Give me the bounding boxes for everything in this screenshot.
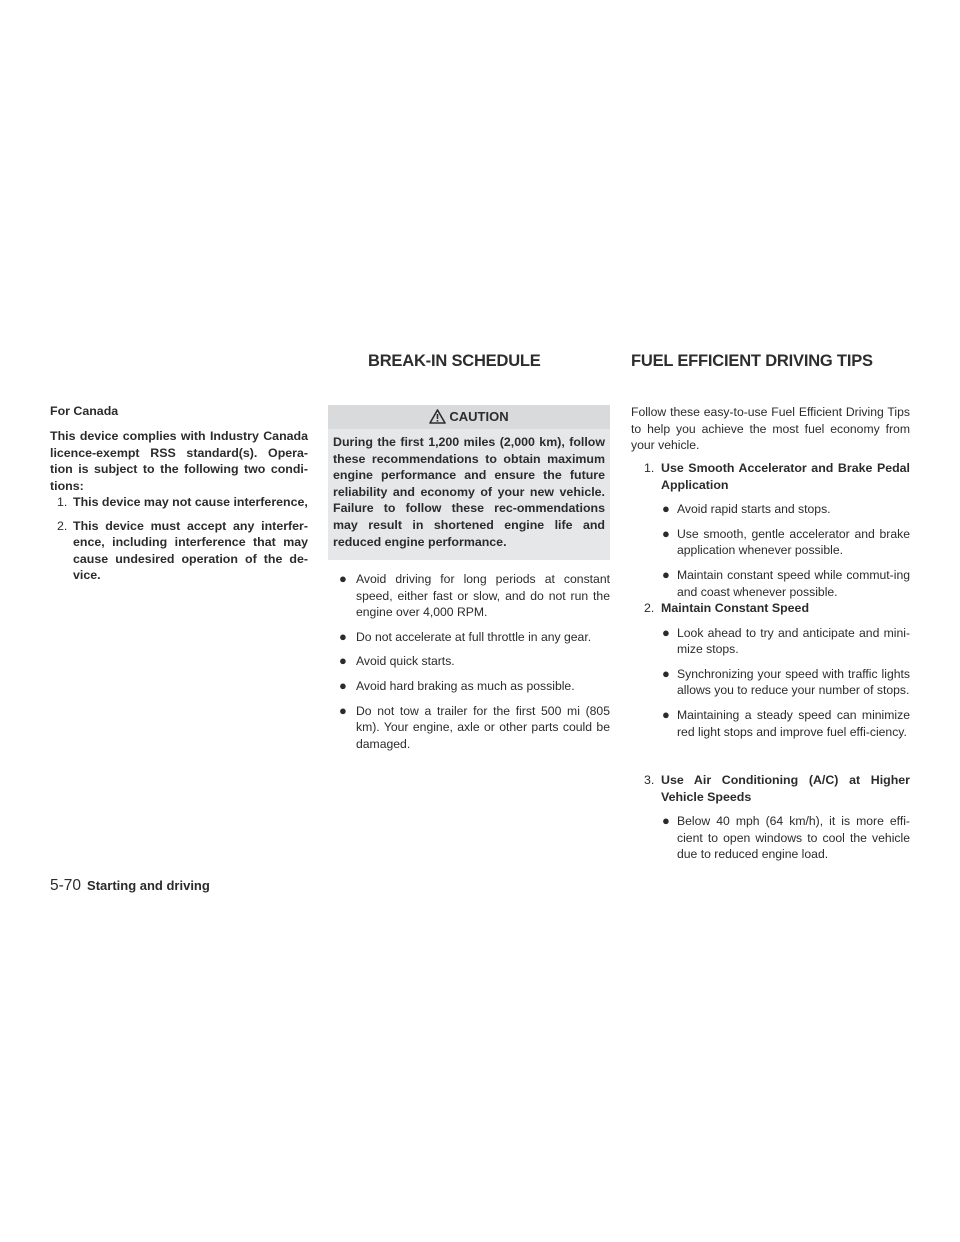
bullet-icon: ●	[339, 677, 347, 693]
tip-bullet-list	[631, 813, 910, 863]
bullet-icon: ●	[662, 525, 670, 541]
list-item	[50, 518, 308, 584]
list-item	[631, 625, 910, 658]
section-name: Starting and driving	[87, 878, 210, 893]
bullet-icon: ●	[662, 665, 670, 681]
break-in-bullet-list	[328, 571, 610, 760]
bullet-text: Do not accelerate at full throttle in any gear.	[356, 629, 592, 644]
bullet-icon: ●	[662, 624, 670, 640]
list-item	[328, 678, 610, 695]
list-number: 1.	[57, 495, 68, 509]
bullet-icon: ●	[662, 501, 670, 517]
list-item	[328, 629, 610, 646]
list-item	[328, 571, 610, 621]
caution-header	[328, 405, 610, 429]
tip-2	[631, 600, 910, 748]
bullet-text: Look ahead to try and anticipate and mini-mize stops.	[677, 625, 910, 657]
bullet-icon: ●	[339, 571, 347, 586]
list-item	[631, 526, 910, 559]
bullet-text: Maintaining a steady speed can minimize red light stops and improve fuel effi-ciency.	[677, 707, 910, 739]
page-number: 5-70	[50, 877, 82, 894]
fuel-tips-intro: Follow these easy-to-use Fuel Efficient Driving Tips to help you achieve the most fuel economy from your vehicle.	[631, 405, 910, 453]
tip-title	[631, 772, 910, 805]
list-item-text: This device may not cause interference,	[73, 495, 308, 509]
list-item	[631, 567, 910, 600]
tip-number: 3.	[644, 773, 655, 787]
list-item	[631, 501, 910, 518]
list-item-text: This device must accept any interfer-ence, including interference that may cause undesired operation of the de-vice.	[73, 518, 308, 583]
tip-bullet-list	[631, 501, 910, 600]
bullet-text: Do not tow a trailer for the first 500 mi (805 km). Your engine, axle or other parts could be damaged.	[356, 703, 610, 751]
canada-conditions-list	[50, 494, 308, 584]
tip-title-text: Use Air Conditioning (A/C) at Higher Vehicle Speeds	[661, 773, 910, 804]
bullet-icon: ●	[339, 628, 347, 644]
list-item	[631, 813, 910, 863]
page-footer	[50, 877, 210, 895]
for-canada-title: For Canada	[50, 404, 119, 418]
warning-icon	[429, 409, 446, 424]
list-item	[631, 707, 910, 740]
tip-bullet-list	[631, 625, 910, 741]
bullet-icon: ●	[339, 653, 347, 669]
list-item	[50, 494, 308, 511]
break-in-schedule-heading: BREAK-IN SCHEDULE	[368, 352, 541, 370]
caution-box	[328, 405, 610, 560]
list-item	[328, 703, 610, 753]
bullet-text: Avoid rapid starts and stops.	[677, 502, 831, 517]
canada-compliance-paragraph: This device complies with Industry Canada licence-exempt RSS standard(s). Opera-tion is subject to the following two condi-tions:	[50, 429, 308, 493]
bullet-text: Avoid driving for long periods at constant speed, either fast or slow, and do not run the engine over 4,000 RPM.	[356, 572, 610, 620]
tip-title-text: Use Smooth Accelerator and Brake Pedal Application	[661, 461, 910, 492]
list-number: 2.	[57, 518, 68, 533]
tip-title	[631, 460, 910, 493]
bullet-icon: ●	[662, 566, 670, 582]
bullet-text: Avoid hard braking as much as possible.	[356, 678, 575, 693]
tip-1	[631, 460, 910, 608]
bullet-text: Avoid quick starts.	[356, 654, 455, 669]
tip-number: 2.	[644, 601, 655, 615]
fuel-efficient-driving-tips-heading: FUEL EFFICIENT DRIVING TIPS	[631, 352, 873, 370]
caution-label: CAUTION	[449, 409, 509, 424]
bullet-icon: ●	[662, 706, 670, 722]
caution-text: During the first 1,200 miles (2,000 km), follow these recommendations to obtain maximum engine performance and ensure the future reliability and economy of your new vehicle. Failure to follow these rec-ommendations may result in shortened engine life and reduced engine performance.	[333, 435, 605, 549]
tip-title	[631, 600, 910, 617]
tip-3	[631, 772, 910, 871]
list-item	[328, 653, 610, 670]
bullet-text: Use smooth, gentle accelerator and brake application whenever possible.	[677, 526, 910, 558]
bullet-icon: ●	[662, 813, 670, 829]
bullet-text: Maintain constant speed while commut-ing and coast whenever possible.	[677, 567, 910, 599]
tip-title-text: Maintain Constant Speed	[661, 601, 810, 615]
bullet-text: Synchronizing your speed with traffic lights allows you to reduce your number of stops.	[677, 666, 910, 698]
tip-number: 1.	[644, 461, 655, 475]
bullet-icon: ●	[339, 702, 347, 718]
list-item	[631, 666, 910, 699]
bullet-text: Below 40 mph (64 km/h), it is more effi-cient to open windows to cool the vehicle due to reduced engine load.	[677, 814, 910, 862]
